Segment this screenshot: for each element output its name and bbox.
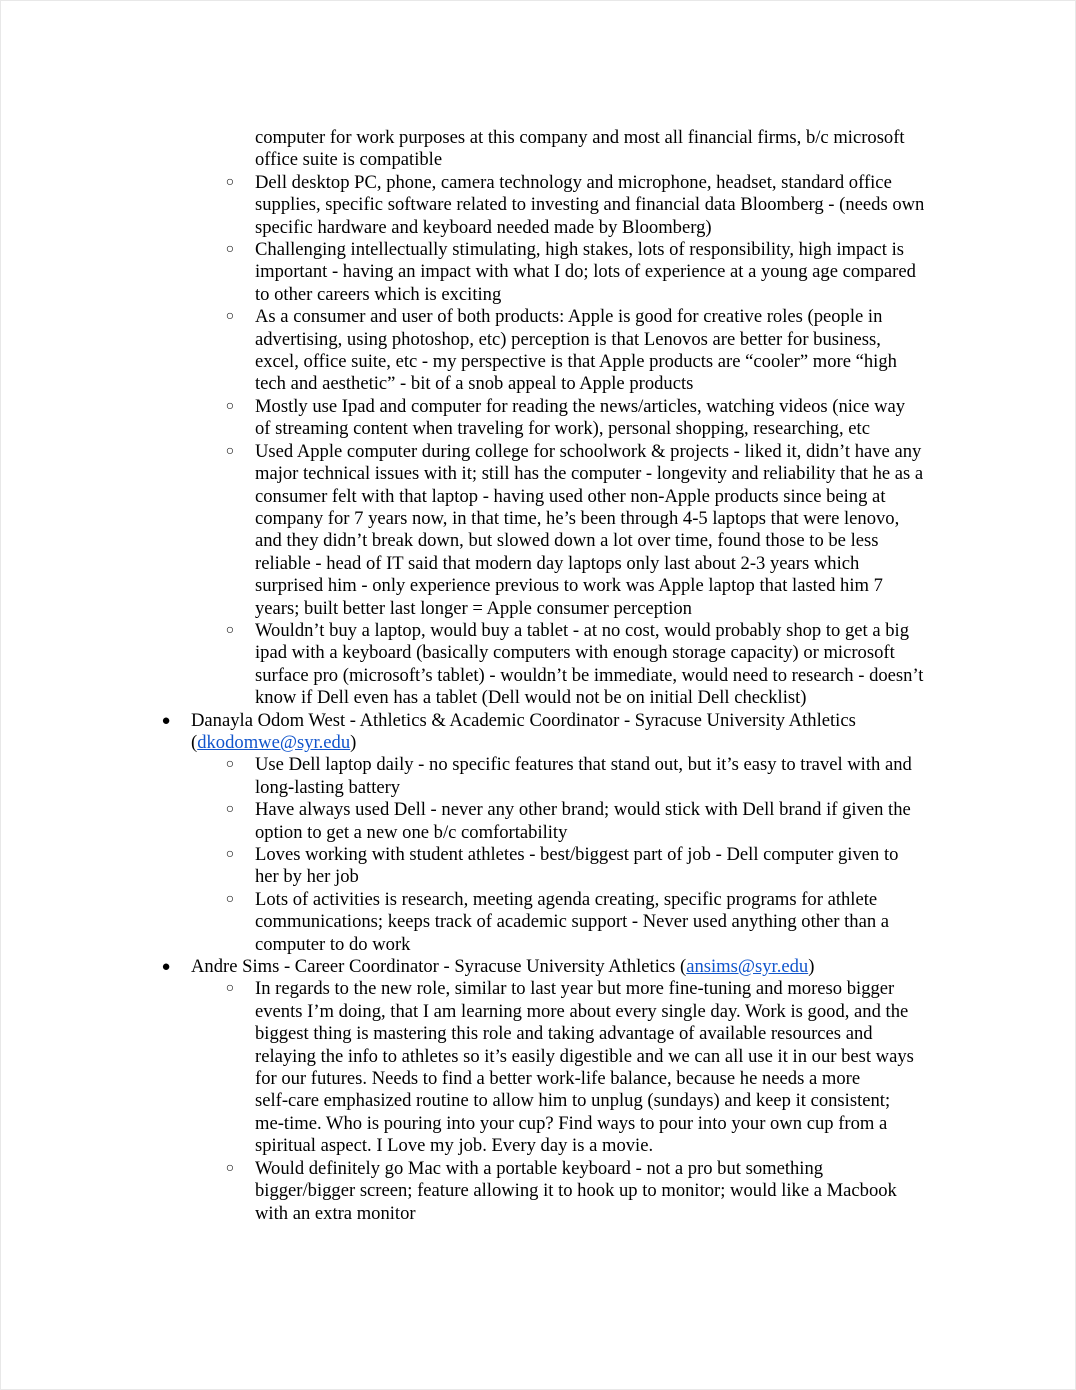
text-line: Used Apple computer during college for schoolwork & projects - liked it, didn’t have any: [255, 440, 922, 462]
list-item: [1, 978, 1076, 1157]
text-line: communications; keeps track of academic support - Never used anything other than a: [255, 911, 890, 933]
text-line: reliable - head of IT said that modern day laptops only last about 2-3 years which: [255, 552, 860, 574]
text-line: her by her job: [255, 866, 359, 888]
list-item: [1, 1158, 1076, 1225]
bullet-icon: ●: [161, 959, 171, 976]
hollow-bullet-icon: ○: [225, 398, 235, 414]
hollow-bullet-icon: ○: [225, 847, 235, 862]
hollow-bullet-icon: ○: [225, 802, 235, 818]
paren-close: ): [808, 956, 815, 978]
text-line: In regards to the new role, similar to last year but more fine-tuning and moreso bigger: [255, 978, 895, 1000]
text-line: and they didn’t break down, but slowed down a lot over time, found those to be less: [255, 530, 879, 552]
first-person-notes: [1, 172, 1076, 710]
list-item: [1, 889, 1076, 956]
text-line: surprised him - only experience previous to work was Apple laptop that lasted him 7: [255, 575, 883, 597]
email-link-ansims[interactable]: ansims@syr.edu: [686, 956, 809, 978]
continuation-text: [1, 127, 1076, 172]
text-line: long-lasting battery: [255, 776, 401, 798]
text-line: of streaming content when traveling for work), personal shopping, researching, etc: [255, 418, 870, 440]
list-item: [1, 441, 1076, 620]
text-line: Lots of activities is research, meeting agenda creating, specific programs for athlete: [255, 888, 878, 910]
text-line: self-care emphasized routine to allow him to unplug (sundays) and keep it consistent;: [255, 1090, 891, 1112]
text-line: As a consumer and user of both products: Apple is good for creative roles (people in: [255, 306, 883, 328]
text-line: know if Dell even has a tablet (Dell would not be on initial Dell checklist): [255, 687, 807, 709]
contact-heading: Danayla Odom West - Athletics & Academic Coordinator - Syracuse University Athletics: [191, 709, 856, 731]
document-body: [1, 127, 1076, 1225]
contact-heading: Andre Sims - Career Coordinator - Syracuse University Athletics (: [191, 956, 687, 978]
text-line: me-time. Who is pouring into your cup? Find ways to pour into your own cup from a: [255, 1112, 888, 1134]
hollow-bullet-icon: ○: [225, 242, 235, 258]
text-line: relaying the info to athletes so it’s easily digestible and we can all use it in our best ways: [255, 1045, 914, 1067]
text-line: option to get a new one b/c comfortability: [255, 821, 568, 843]
paren-close: ): [350, 731, 357, 753]
hollow-bullet-icon: ○: [225, 981, 235, 997]
andre-notes: [1, 978, 1076, 1224]
text-line: spiritual aspect. I Love my job. Every day is a movie.: [255, 1135, 654, 1157]
hollow-bullet-icon: ○: [225, 757, 235, 773]
list-item: [1, 172, 1076, 239]
email-link-dkodomwe[interactable]: dkodomwe@syr.edu: [197, 731, 351, 753]
list-item: [1, 844, 1076, 889]
text-line: specific hardware and keyboard needed made by Bloomberg): [255, 216, 712, 238]
text-line: consumer felt with that laptop - having used other non-Apple products since being at: [255, 485, 886, 507]
hollow-bullet-icon: ○: [225, 891, 235, 907]
text-line: Wouldn’t buy a laptop, would buy a tablet - at no cost, would probably shop to get a big: [255, 619, 910, 641]
text-line: Use Dell laptop daily - no specific features that stand out, but it’s easy to travel with and: [255, 754, 912, 776]
list-item: [1, 754, 1076, 799]
list-item: [1, 306, 1076, 396]
text-line: surface pro (microsoft’s tablet) - wouldn’t be immediate, would need to research - doesn’t: [255, 664, 924, 686]
text-line: supplies, specific software related to investing and financial data Bloomberg - (needs own: [255, 194, 925, 216]
paren-open: (: [191, 731, 198, 753]
text-line: events I’m doing, that I am learning more about every single day. Work is good, and the: [255, 1000, 909, 1022]
text-line: with an extra monitor: [255, 1202, 416, 1224]
contact-entry-andre: [1, 956, 1076, 978]
text-line: Loves working with student athletes - best/biggest part of job - Dell computer given to: [255, 844, 899, 865]
text-line: computer to do work: [255, 933, 411, 955]
text-line: for our futures. Needs to find a better work-life balance, because he needs a more: [255, 1068, 861, 1090]
list-item: [1, 620, 1076, 710]
contact-entry-danayla: [1, 710, 1076, 755]
text-line: Have always used Dell - never any other brand; would stick with Dell brand if given the: [255, 799, 911, 821]
text-line: company for 7 years now, in that time, he’s been through 4-5 laptops that were lenovo,: [255, 507, 900, 529]
text-line: Would definitely go Mac with a portable keyboard - not a pro but something: [255, 1157, 824, 1179]
text-line: Mostly use Ipad and computer for reading the news/articles, watching videos (nice way: [255, 395, 906, 417]
text-line: Dell desktop PC, phone, camera technology and microphone, headset, standard office: [255, 171, 892, 193]
text-line: years; built better last longer = Apple consumer perception: [255, 597, 692, 619]
text-line: office suite is compatible: [255, 149, 443, 171]
danayla-notes: [1, 754, 1076, 956]
list-item: [1, 799, 1076, 844]
hollow-bullet-icon: ○: [225, 443, 235, 459]
text-line: computer for work purposes at this company and most all financial firms, b/c microsoft: [255, 127, 905, 148]
text-line: major technical issues with it; still has the computer - longevity and reliability that he as a: [255, 463, 924, 485]
bullet-icon: ●: [161, 712, 171, 729]
list-item: [1, 239, 1076, 306]
text-line: tech and aesthetic” - bit of a snob appeal to Apple products: [255, 373, 694, 395]
text-line: to other careers which is exciting: [255, 283, 502, 305]
hollow-bullet-icon: ○: [225, 309, 235, 325]
text-line: important - having an impact with what I do; lots of experience at a young age compared: [255, 261, 916, 283]
text-line: bigger/bigger screen; feature allowing it to hook up to monitor; would like a Macbook: [255, 1180, 897, 1202]
hollow-bullet-icon: ○: [225, 174, 235, 190]
text-line: advertising, using photoshop, etc) perception is that Lenovos are better for business,: [255, 328, 881, 350]
list-item: [1, 396, 1076, 441]
text-line: Challenging intellectually stimulating, high stakes, lots of responsibility, high impact is: [255, 239, 904, 261]
text-line: ipad with a keyboard (basically computers with enough storage capacity) or microsoft: [255, 642, 895, 664]
hollow-bullet-icon: ○: [225, 1160, 235, 1176]
text-line: biggest thing is mastering this role and taking advantage of available resources and: [255, 1023, 873, 1045]
text-line: excel, office suite, etc - my perspective is that Apple products are “cooler” more “high: [255, 351, 897, 373]
hollow-bullet-icon: ○: [225, 622, 235, 638]
